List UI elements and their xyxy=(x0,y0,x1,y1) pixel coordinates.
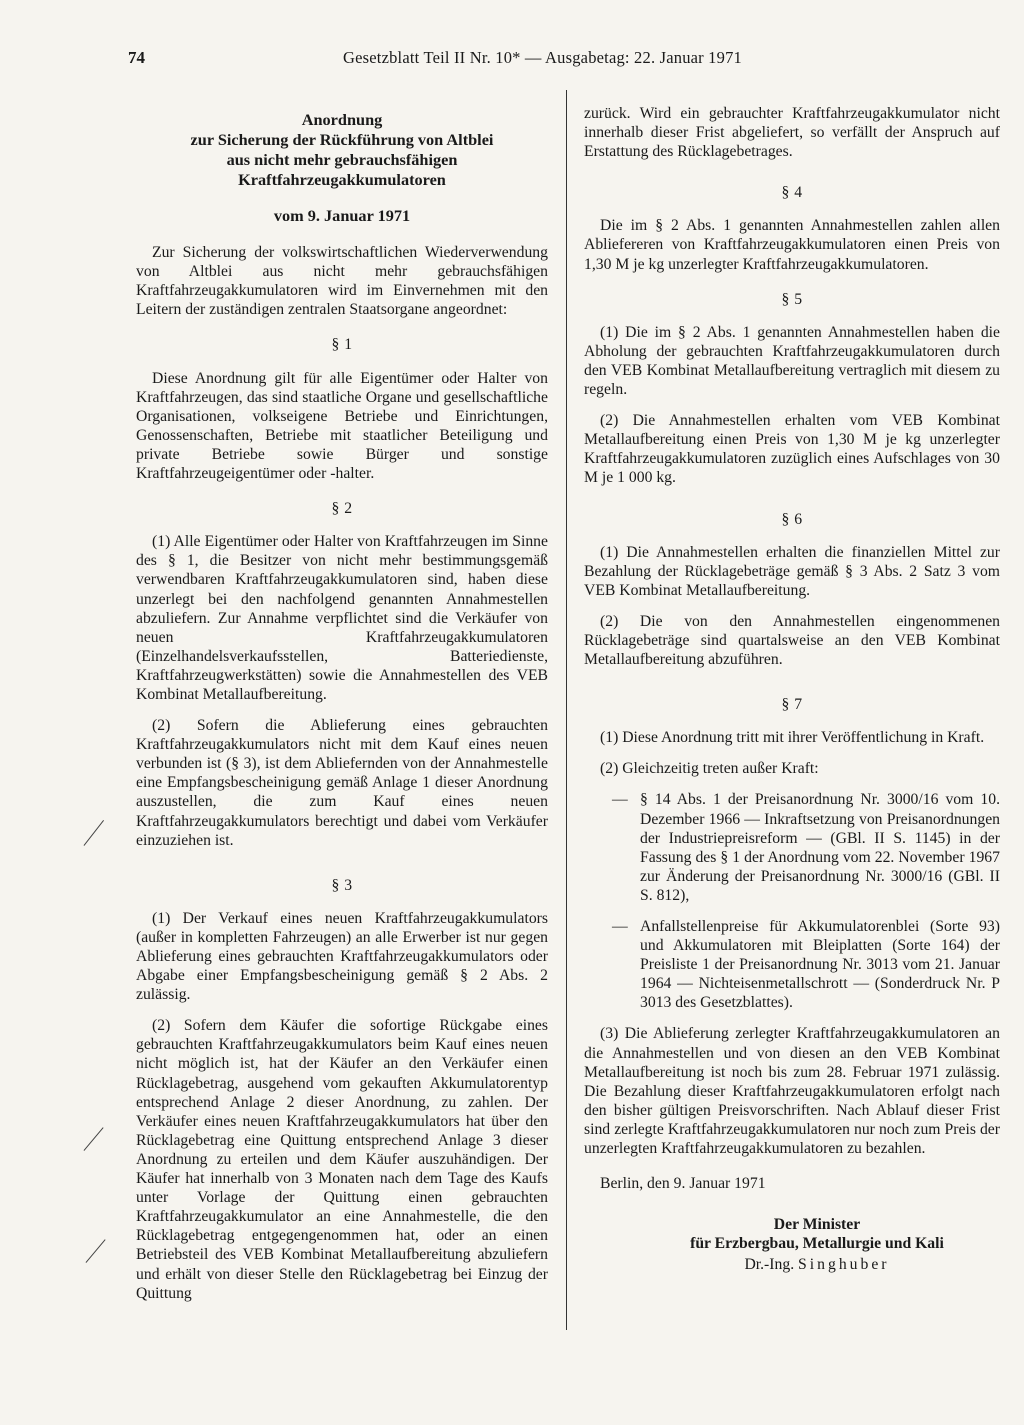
section-heading: § 7 xyxy=(781,696,803,714)
section-paragraph: (1) Der Verkauf eines neuen Kraftfahrzeugakkumulators (außer in kompletten Fahrzeugen) an alle Erwerber ist nur gegen Ablieferung eines gebrauchten Kraftfahrzeugakkumulators oder Abgabe einer Empfangsbescheinigung gemäß § 2 Abs. 2 zulässig. xyxy=(136,909,548,1004)
section-heading: § 1 xyxy=(331,336,353,354)
document-title xyxy=(136,110,548,190)
document-date: vom 9. Januar 1971 xyxy=(273,206,411,225)
title-line: Anordnung xyxy=(301,110,383,129)
title-line: Kraftfahrzeugakkumulatoren xyxy=(238,170,446,189)
section-paragraph: (3) Die Ablieferung zerlegter Kraftfahrzeugakkumulatoren an die Annahmestellen und von diesen an den VEB Kombinat Metallaufbereitung ist noch bis zum 28. Februar 1971 zulässig. Die Bezahlung dieser Kraftfahrzeugakkumulatoren erfolgt nach den bisher gültigen Preisvorschriften. Nach Ablauf dieser Frist sind zerlegte Kraftfahrzeugakkumulatoren nur noch zum Preis der unzerlegten Kraftfahrzeugakkumulatoren zu bezahlen. xyxy=(584,1025,1000,1158)
list-item xyxy=(584,917,1000,1012)
section-paragraph: (1) Alle Eigentümer oder Halter von Kraftfahrzeugen im Sinne des § 1, die Besitzer von nicht mehr bestimmungsgemäß verwendbaren Kraftfahrzeugakkumulatoren sind, haben diese unzerlegt bei den nachfolgend genannten Annahmestellen abzuliefern. Zur Annahme verpflichtet sind die Verkäufer von neuen Kraftfahrzeugakkumulatoren (Einzelhandelsverkaufsstellen, Batteriedienste, Kraftfahrzeugwerkstätten) sowie die Annahmestellen des VEB Kombinat Metallaufbereitung. xyxy=(136,533,548,703)
section-heading: § 6 xyxy=(781,510,803,528)
running-head-text: Gesetzblatt Teil II Nr. 10* — Ausgabetag: 22. Januar 1971 xyxy=(343,48,742,67)
signer-role xyxy=(584,1215,1000,1253)
section-paragraph: (2) Sofern die Ablieferung eines gebrauchten Kraftfahrzeugakkumulators nicht mit dem Kauf eines neuen verbunden ist (§ 3), ist dem Abliefernden von der Annahmestelle eine Empfangsbescheinigung gemäß Anlage 1 dieser Anordnung auszustellen, die zum Kauf eines neuen Kraftfahrzeugakkumulators berechtigt und dabei vom Verkäufer einzuziehen ist. xyxy=(136,717,548,849)
section-paragraph: (1) Die Annahmestellen erhalten die finanziellen Mittel zur Bezahlung der Rücklagebeträge gemäß § 3 Abs. 2 Satz 3 vom VEB Kombinat Metallaufbereitung. xyxy=(584,543,1000,599)
list-item-text: Anfallstellenpreise für Akkumulatorenblei (Sorte 93) und Akkumulatoren mit Bleiplatten (Sorte 164) der Preisliste 1 der Preisanordnung Nr. 3013 vom 21. Januar 1964 — Nichteisenmetallschrott — (Sonderdruck Nr. P 3013 des Gesetzblattes). xyxy=(640,918,1000,1012)
margin-mark xyxy=(84,820,105,846)
section-paragraph: (2) Sofern dem Käufer die sofortige Rückgabe eines gebrauchten Kraftfahrzeugakkumulators beim Kauf eines neuen nicht möglich ist, hat der Käufer an den Verkäufer einen Rücklagebetrag, ausgehend vom gekauften Akkumulatorentyp entsprechend Anlage 2 dieser Anordnung, zu zahlen. Der Verkäufer eines neuen Kraftfahrzeugakkumulators hat über den Rücklagebetrag eine Quittung entsprechend Anlage 3 dieser Anordnung zu erteilen und dem Käufer auszuhändigen. Der Käufer hat innerhalb von 3 Monaten nach dem Tage des Kaufs unter Vorlage der Quittung einen gebrauchten Kraftfahrzeugakkumulator an eine Annahmestelle, die den Rücklagebetrag entgegengenommen hat, oder an einen Betriebsteil des VEB Kombinat Metallaufbereitung abzuliefern und erhält von dieser Stelle den Rücklagebetrag bei Einzug der Quittung xyxy=(136,1017,548,1302)
section-heading: § 3 xyxy=(331,876,353,894)
list-dash: — xyxy=(612,791,628,809)
list-dash: — xyxy=(612,918,628,935)
preamble: Zur Sicherung der volkswirtschaftlichen Wiederverwendung von Altblei aus nicht mehr gebrauchsfähigen Kraftfahrzeugakkumulatoren wird im Einvernehmen mit den Leitern der zuständigen zentralen Staatsorgane angeordnet: xyxy=(136,244,548,319)
signer-title: Dr.-Ing. xyxy=(744,1256,795,1274)
list-item xyxy=(584,790,1000,905)
section-paragraph-continued: zurück. Wird ein gebrauchter Kraftfahrzeugakkumulator nicht innerhalb dieser Frist abgeliefert, so verfällt der Anspruch auf Erstattung des Rücklagebetrages. xyxy=(584,105,1000,161)
signer-role-line: Der Minister xyxy=(773,1216,861,1234)
section-paragraph: (1) Diese Anordnung tritt mit ihrer Veröffentlichung in Kraft. xyxy=(600,729,985,747)
section-paragraph: (1) Die im § 2 Abs. 1 genannten Annahmestellen haben die Abholung der gebrauchten Kraftfahrzeugakkumulatoren durch den VEB Kombinat Metallaufbereitung vertraglich mit diesem zu regeln. xyxy=(584,323,1000,399)
section-paragraph: (2) Die von den Annahmestellen eingenommenen Rücklagebeträge sind quartalsweise an den VEB Kombinat Metallaufbereitung abzuführen. xyxy=(584,612,1000,669)
running-header xyxy=(128,48,974,68)
list-item-text: § 14 Abs. 1 der Preisanordnung Nr. 3000/16 vom 10. Dezember 1966 — Inkraftsetzung von Preisanordnungen der Industriepreisreform — (GBl. II S. 1145) in der Fassung des § 1 der Anordnung vom 22. November 1967 zur Änderung der Preisanordnung Nr. 3000/16 (GBl. II S. 812), xyxy=(640,791,1000,904)
title-line: zur Sicherung der Rückführung von Altblei xyxy=(190,130,494,149)
section-paragraph: (2) Die Annahmestellen erhalten vom VEB Kombinat Metallaufbereitung einen Preis von 1,30 M je kg unzerlegter Kraftfahrzeugakkumulatoren zuzüglich eines Aufschlages von 30 M je 1 000 kg. xyxy=(584,412,1000,487)
signer-surname: Singhuber xyxy=(798,1256,890,1274)
section-paragraph: Diese Anordnung gilt für alle Eigentümer oder Halter von Kraftfahrzeugen, das sind staatliche Organe und gesellschaftliche Organisationen, volkseigene Betriebe und Einrichtungen, Genossenschaften, Betriebe mit staatlicher Beteiligung und private Betriebe sowie Bürger und sonstige Kraftfahrzeugeigentümer oder -halter. xyxy=(136,369,548,483)
section-heading: § 2 xyxy=(331,500,353,518)
left-column xyxy=(136,104,548,1315)
repeal-list xyxy=(584,790,1000,1012)
title-line: aus nicht mehr gebrauchsfähigen xyxy=(226,150,458,169)
section-heading: § 5 xyxy=(781,290,803,308)
section-heading: § 4 xyxy=(781,184,803,202)
right-column xyxy=(584,104,1000,1274)
margin-mark xyxy=(84,1127,104,1151)
section-paragraph: Die im § 2 Abs. 1 genannten Annahmestellen zahlen allen Abliefereren von Kraftfahrzeugakkumulatoren einen Preis von 1,30 M je kg unzerlegter Kraftfahrzeugakkumulatoren. xyxy=(584,217,1000,273)
margin-mark xyxy=(86,1239,106,1263)
column-divider xyxy=(566,90,567,1330)
page-number: 74 xyxy=(128,48,145,67)
signer-name xyxy=(584,1255,1000,1274)
signer-role-line: für Erzbergbau, Metallurgie und Kali xyxy=(690,1235,944,1253)
signature-place-date: Berlin, den 9. Januar 1971 xyxy=(600,1175,766,1193)
section-paragraph: (2) Gleichzeitig treten außer Kraft: xyxy=(600,760,819,778)
